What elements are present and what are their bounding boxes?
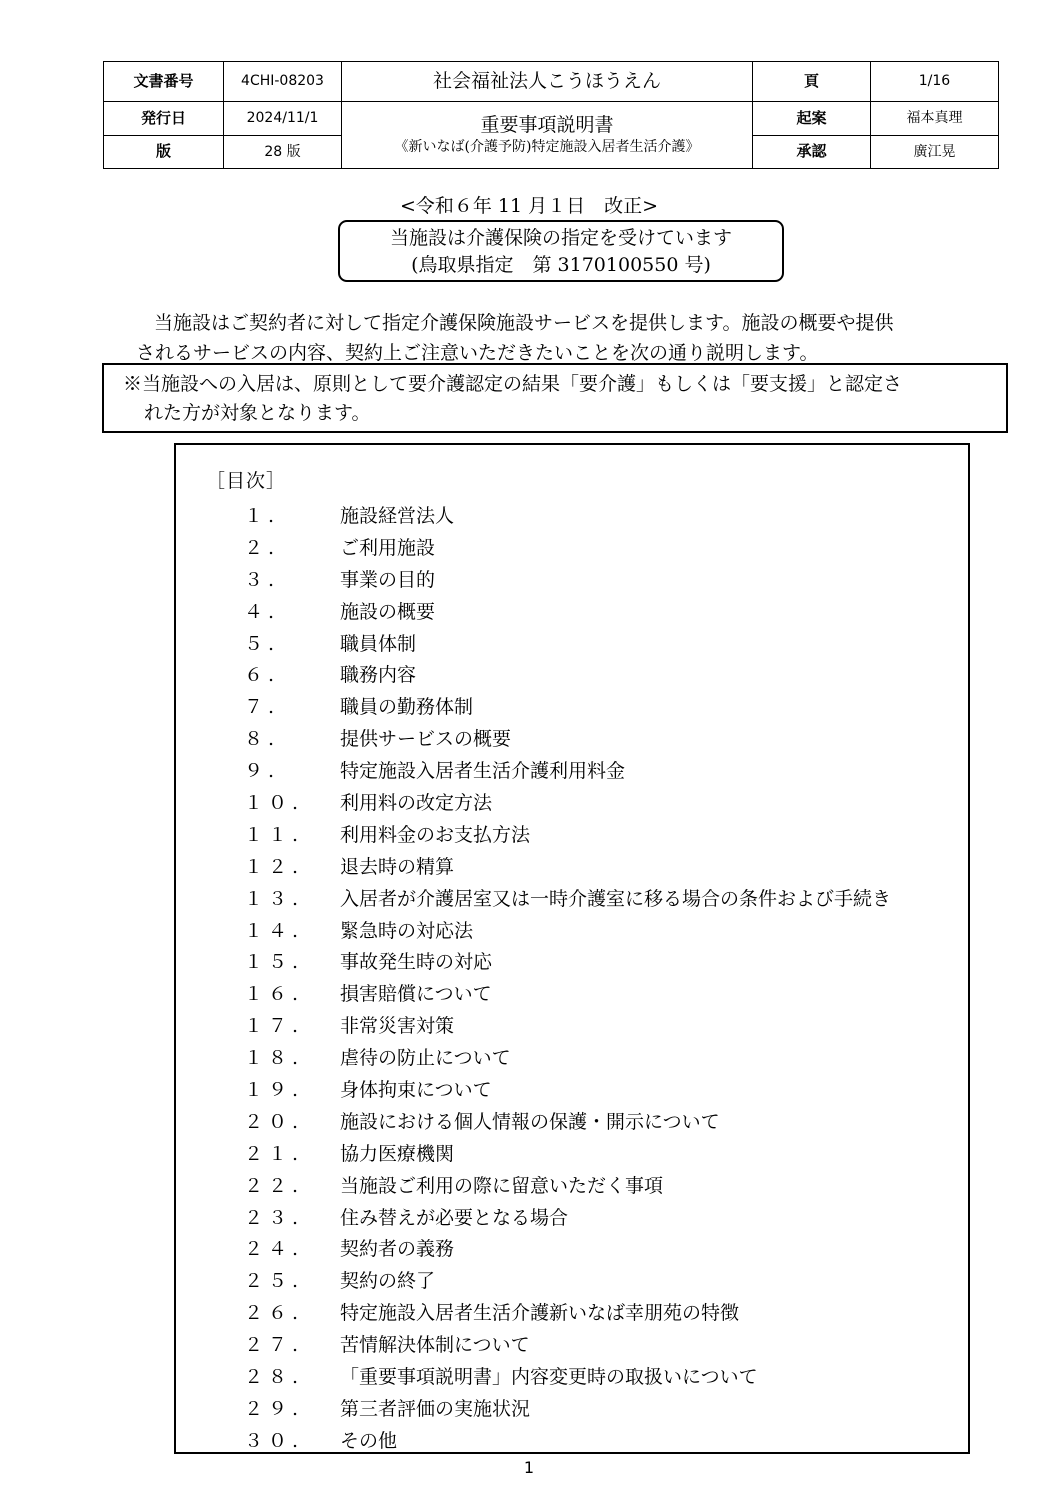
intro-line-2: されるサービスの内容、契約上ご注意いただきたいことを次の通り説明します。: [136, 342, 819, 364]
page-label: 頁: [753, 62, 871, 102]
document-title-cell: [342, 102, 753, 169]
toc-item-label: 退去時の精算: [340, 855, 455, 878]
toc-item: [176, 597, 968, 629]
toc-heading: ［目次］: [206, 470, 287, 492]
toc-item: [176, 1394, 968, 1426]
toc-item-label: ご利用施設: [340, 536, 436, 559]
document-header-table: [103, 61, 999, 169]
toc-item: [176, 533, 968, 565]
toc-item-label: 職員体制: [340, 632, 417, 655]
toc-item: [176, 1362, 968, 1394]
toc-item: [176, 1266, 968, 1298]
toc-item: [176, 979, 968, 1011]
draft-label: 起案: [753, 102, 871, 136]
toc-item-number: １４.: [244, 919, 304, 942]
toc-item: [176, 1107, 968, 1139]
document-subtitle: 《新いなば(介護予防)特定施設入居者生活介護》: [394, 138, 700, 155]
toc-item-label: 入居者が介護居室又は一時介護室に移る場合の条件および手続き: [340, 887, 892, 910]
doc-number-label: 文書番号: [104, 62, 224, 102]
toc-item-number: ２０.: [244, 1110, 304, 1133]
toc-item-number: １３.: [244, 887, 304, 910]
toc-item-label: 協力医療機関: [340, 1142, 455, 1165]
toc-item-number: ４.: [244, 600, 280, 623]
toc-item-label: 施設の概要: [340, 600, 436, 623]
toc-item: [176, 1426, 968, 1458]
toc-item-label: その他: [340, 1429, 398, 1452]
toc-item-label: 利用料の改定方法: [340, 792, 493, 815]
toc-item-number: １５.: [244, 951, 304, 974]
organization-name: 社会福祉法人こうほうえん: [342, 62, 753, 102]
toc-item: [176, 692, 968, 724]
intro-line-1: 当施設はご契約者に対して指定介護保険施設サービスを提供します。施設の概要や提供: [154, 312, 894, 334]
table-of-contents: [174, 443, 970, 1454]
toc-item-label: 施設における個人情報の保護・開示について: [340, 1110, 720, 1133]
toc-item-label: 虐待の防止について: [340, 1047, 511, 1070]
toc-item-label: 契約の終了: [340, 1270, 436, 1293]
note-line-2: れた方が対象となります。: [144, 402, 371, 424]
toc-item: [176, 947, 968, 979]
toc-item-number: ２.: [244, 536, 280, 559]
toc-item-label: 第三者評価の実施状況: [340, 1397, 531, 1420]
toc-item-label: 提供サービスの概要: [340, 728, 512, 751]
toc-item-number: １８.: [244, 1047, 304, 1070]
approve-value: 廣江晃: [871, 136, 999, 169]
document-title: 重要事項説明書: [480, 114, 614, 137]
revision-date: <令和６年 11 月１日 改正>: [399, 195, 659, 217]
toc-list: [176, 501, 968, 1458]
designation-line-1: 当施設は介護保険の指定を受けています: [389, 227, 732, 249]
toc-item-number: １９.: [244, 1079, 304, 1102]
toc-item: [176, 501, 968, 533]
toc-item-number: ２６.: [244, 1302, 304, 1325]
draft-value: 福本真理: [871, 102, 999, 136]
toc-item-label: 非常災害対策: [340, 1015, 455, 1038]
toc-item: [176, 788, 968, 820]
toc-item: [176, 1298, 968, 1330]
toc-item: [176, 1043, 968, 1075]
eligibility-note-box: [102, 363, 1008, 433]
toc-item-number: ２９.: [244, 1397, 304, 1420]
toc-item-number: １０.: [244, 792, 304, 815]
toc-item-number: ２４.: [244, 1238, 304, 1261]
toc-item-label: 職務内容: [340, 664, 417, 687]
toc-item: [176, 852, 968, 884]
toc-item: [176, 1330, 968, 1362]
toc-item: [176, 1171, 968, 1203]
toc-item-number: ２７.: [244, 1334, 304, 1357]
toc-item-number: ９.: [244, 760, 280, 783]
approve-label: 承認: [753, 136, 871, 169]
toc-item-number: ５.: [244, 632, 280, 655]
toc-item-number: ２２.: [244, 1174, 304, 1197]
toc-item-label: 利用料金のお支払方法: [340, 823, 531, 846]
toc-item: [176, 1139, 968, 1171]
toc-item-number: ２８.: [244, 1366, 304, 1389]
toc-item-number: １.: [244, 505, 280, 527]
toc-item-number: １６.: [244, 983, 304, 1006]
toc-item-label: 当施設ご利用の際に留意いただく事項: [340, 1174, 664, 1197]
toc-item: [176, 756, 968, 788]
toc-item: [176, 1203, 968, 1235]
toc-item-label: 事業の目的: [340, 568, 436, 591]
issue-date-value: 2024/11/1: [224, 102, 342, 136]
toc-item: [176, 916, 968, 948]
toc-item: [176, 724, 968, 756]
toc-item-number: ２１.: [244, 1142, 304, 1165]
designation-line-2: (鳥取県指定 第 3170100550 号): [411, 254, 711, 276]
edition-label: 版: [104, 136, 224, 169]
toc-item-label: 損害賠償について: [340, 983, 492, 1006]
toc-item-label: 身体拘束について: [340, 1079, 492, 1102]
intro-paragraph: [136, 308, 1016, 368]
toc-item-number: ７.: [244, 696, 280, 719]
toc-item-number: ８.: [244, 728, 280, 751]
toc-item-number: ６.: [244, 664, 280, 687]
toc-item-label: 特定施設入居者生活介護利用料金: [340, 760, 626, 783]
toc-item: [176, 1234, 968, 1266]
note-line-1: ※当施設への入居は、原則として要介護認定の結果「要介護」もしくは「要支援」と認定さ: [123, 373, 903, 395]
toc-item: [176, 884, 968, 916]
toc-item-label: 事故発生時の対応: [340, 951, 493, 974]
toc-item: [176, 565, 968, 597]
toc-item-label: 施設経営法人: [340, 505, 455, 527]
toc-item: [176, 629, 968, 661]
toc-item-label: 契約者の義務: [340, 1238, 455, 1261]
toc-item-label: 緊急時の対応法: [340, 919, 474, 942]
page-number: 1: [523, 1458, 535, 1477]
page-value: 1/16: [871, 62, 999, 102]
toc-item-label: 「重要事項説明書」内容変更時の取扱いについて: [340, 1366, 758, 1389]
toc-item-number: ２３.: [244, 1206, 304, 1229]
toc-item: [176, 1011, 968, 1043]
designation-box: [338, 220, 784, 282]
toc-item-number: ３.: [244, 568, 280, 591]
toc-item-number: ２５.: [244, 1270, 304, 1293]
toc-item: [176, 660, 968, 692]
toc-item-number: １１.: [244, 823, 304, 846]
toc-item-label: 住み替えが必要となる場合: [340, 1206, 569, 1229]
toc-item: [176, 820, 968, 852]
doc-number-value: 4CHI-08203: [224, 62, 342, 102]
toc-item: [176, 1075, 968, 1107]
issue-date-label: 発行日: [104, 102, 224, 136]
toc-item-number: １２.: [244, 855, 304, 878]
toc-item-label: 特定施設入居者生活介護新いなば幸朋苑の特徴: [340, 1302, 740, 1325]
toc-item-number: １７.: [244, 1015, 304, 1038]
edition-value: 28 版: [224, 136, 342, 169]
toc-item-label: 職員の勤務体制: [340, 696, 474, 719]
toc-item-label: 苦情解決体制について: [340, 1334, 530, 1357]
toc-item-number: ３０.: [244, 1429, 304, 1452]
